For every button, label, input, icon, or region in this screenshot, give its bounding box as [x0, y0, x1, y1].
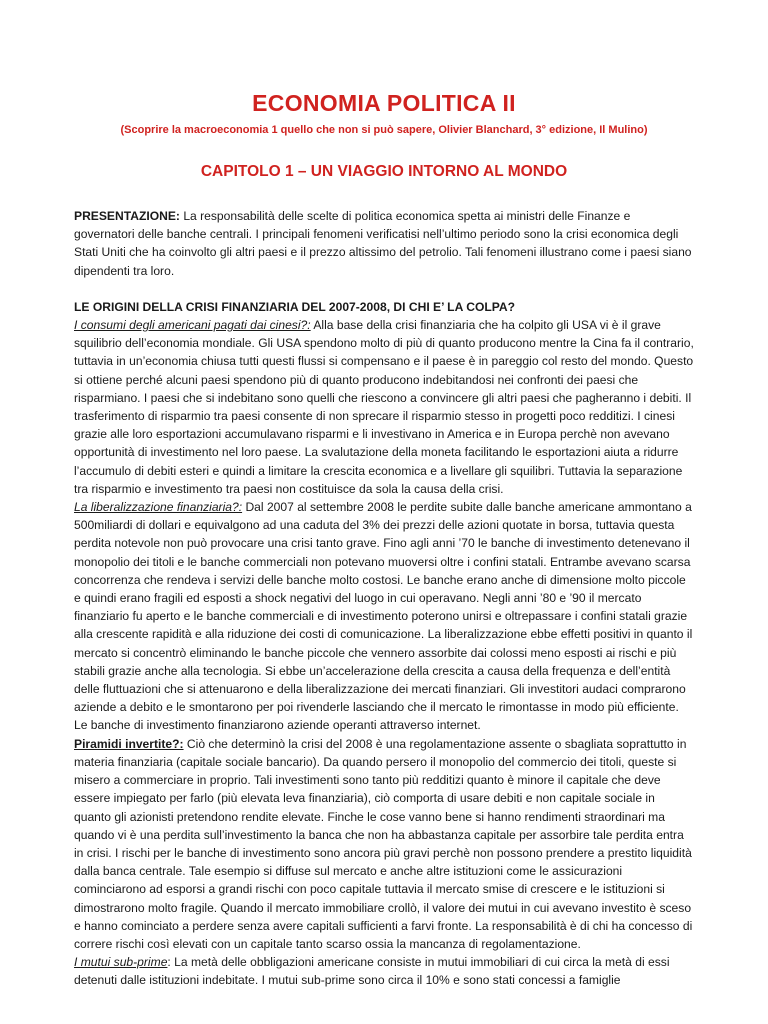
paragraph-liberalizzazione: [74, 498, 694, 735]
document-title: ECONOMIA POLITICA II: [252, 90, 516, 116]
paragraph-text: : La metà delle obbligazioni americane consiste in mutui immobiliari di cui circa la metà di essi detenuti dalle istituzioni indebitate. I mutui sub-prime sono circa il 10% e sono stati concessi a famiglie: [74, 955, 670, 988]
paragraph-mutui: [74, 953, 694, 989]
document-page: [74, 88, 694, 990]
document-subtitle: (Scoprire la macroeconomia 1 quello che non si può sapere, Olivier Blanchard, 3° edizione, Il Mulino): [120, 124, 648, 136]
paragraph-lead: Piramidi invertite?:: [74, 736, 184, 751]
paragraph-text: Ciò che determinò la crisi del 2008 è una regolamentazione assente o sbagliata soprattutto in materia finanziaria (capitale sociale bancario). Da quando persero il monopolio del commercio dei titoli, queste si misero a commerciare in proprio. Tali investimenti sono tanto più redditizi quanto è minore il capitale che deve essere impiegato per farlo (più elevata leva finanziaria), ciò comporta di usare debiti e non capitale sociale in quanto gli azionisti pretendono rendite elevate. Finche le cose vanno bene si hanno rendimenti straordinari ma quando vi è una perdita sull’investimento la banca che non ha abbastanza capitale per assorbire tale perdita entra in crisi. I rischi per le banche di investimento sono ancora più gravi perchè non possono prendere a prestito liquidità dalla banca centrale. Tale esempio si diffuse sul mercato e anche altre istituzioni come le assicurazioni cominciarono ad esporsi a grandi rischi con poco capitale tuttavia il mercato smise di crescere e le istituzioni si dimostrarono molto fragile. Quando il mercato immobiliare crollò, il valore dei mutui in cui avevano investito è sceso e hanno cominciato a perdere senza avere capitali sufficienti a farvi fronte. La responsabilità è di chi ha concesso di correre rischi così elevati con un capitale tanto scarso ossia la mancanza di regolamentazione.: [74, 736, 693, 951]
paragraph-lead: La liberalizzazione finanziaria?:: [74, 500, 243, 515]
paragraph-text: Alla base della crisi finanziaria che ha colpito gli USA vi è il grave squilibrio dell’economia mondiale. Gli USA spendono molto di più di quanto producono mentre la Cina fa il contrario, tuttavia in un’economia chiusa tutti questi flussi si compensano e il paese è in pareggio col resto del mondo. Questo si ottiene perché alcuni paesi spendono più di quanto producono indebitandosi nei confronti dei paesi che risparmiano. I paesi che si indebitano sono quelli che riescono a convincere gli altri paesi che pagheranno i debiti. Il trasferimento di risparmio tra paesi consente di non sprecare il risparmio stesso in progetti poco redditizi. I cinesi grazie alle loro esportazioni accumulavano risparmi e li investivano in America e in Europa perchè non avevano opportunità di investimento nel loro paese. La svalutazione della moneta facilitando le esportazioni aiuta a ridurre l’accumulo di debiti esteri e quindi a limitare la crescita economica e a livellare gli squilibri. Tuttavia la separazione tra risparmio e investimento tra paesi non costituisce da sola la causa della crisi.: [74, 318, 694, 496]
paragraph-piramidi: [74, 735, 694, 953]
intro-paragraph: [74, 207, 694, 280]
section-heading: LE ORIGINI DELLA CRISI FINANZIARIA DEL 2007-2008, DI CHI E’ LA COLPA?: [74, 299, 516, 314]
paragraph-lead: I mutui sub-prime: [74, 955, 168, 970]
paragraph-text: Dal 2007 al settembre 2008 le perdite subite dalle banche americane ammontano a 500miliardi di dollari e equivalgono ad una caduta del 3% dei prezzi delle azioni quotate in borsa, tuttavia questa perdita notevole non può provocare una crisi tanto grave. Fino agli anni ’70 le banche di investimento detenevano il monopolio dei titoli e le banche commerciali non potevano muoversi oltre i confini statali. Entrambe avevano scarsa concorrenza che rendeva i servizi delle banche molto costosi. Le banche erano anche di dimensione molto piccole e quindi erano fragili ed esposti a shock negativi del luogo in cui operavano. Negli anni ’80 e ’90 il mercato finanziario fu aperto e le banche commerciali e di investimento poterono unirsi e oltrepassare i confini statali grazie alla crescente rapidità e alla riduzione dei costi di comunicazione. La liberalizzazione ebbe effetti positivi in quanto il mercato si concentrò eliminando le banche piccole che vennero assorbite dai colossi meno esposti ai rischi e più stabili grazie anche alla tecnologia. Si ebbe un’accelerazione della crescita a causa della frequenza e dell’entità delle fluttuazioni che si attenuarono e della liberalizzazione dei mercati finanziari. Gli investitori audaci comprarono aziende a debito e le smontarono per poi rivenderle lasciando che il mercato le rimontasse in modo più efficiente. Le banche di investimento finanziarono aziende operanti attraverso internet.: [74, 500, 693, 733]
chapter-heading: CAPITOLO 1 – UN VIAGGIO INTORNO AL MONDO: [200, 163, 568, 180]
paragraph-lead: I consumi degli americani pagati dai cinesi?:: [74, 318, 311, 333]
paragraph-consumi: [74, 316, 694, 498]
intro-lead: PRESENTAZIONE:: [74, 209, 180, 223]
intro-text: La responsabilità delle scelte di politica economica spetta ai ministri delle Finanze e governatori delle banche centrali. I principali fenomeni verificatisi nell’ultimo periodo sono la crisi economica degli Stati Uniti che ha coinvolto gli altri paesi e il prezzo altissimo del petrolio. Tali fenomeni illustrano come i paesi siano dipendenti tra loro.: [74, 209, 692, 278]
